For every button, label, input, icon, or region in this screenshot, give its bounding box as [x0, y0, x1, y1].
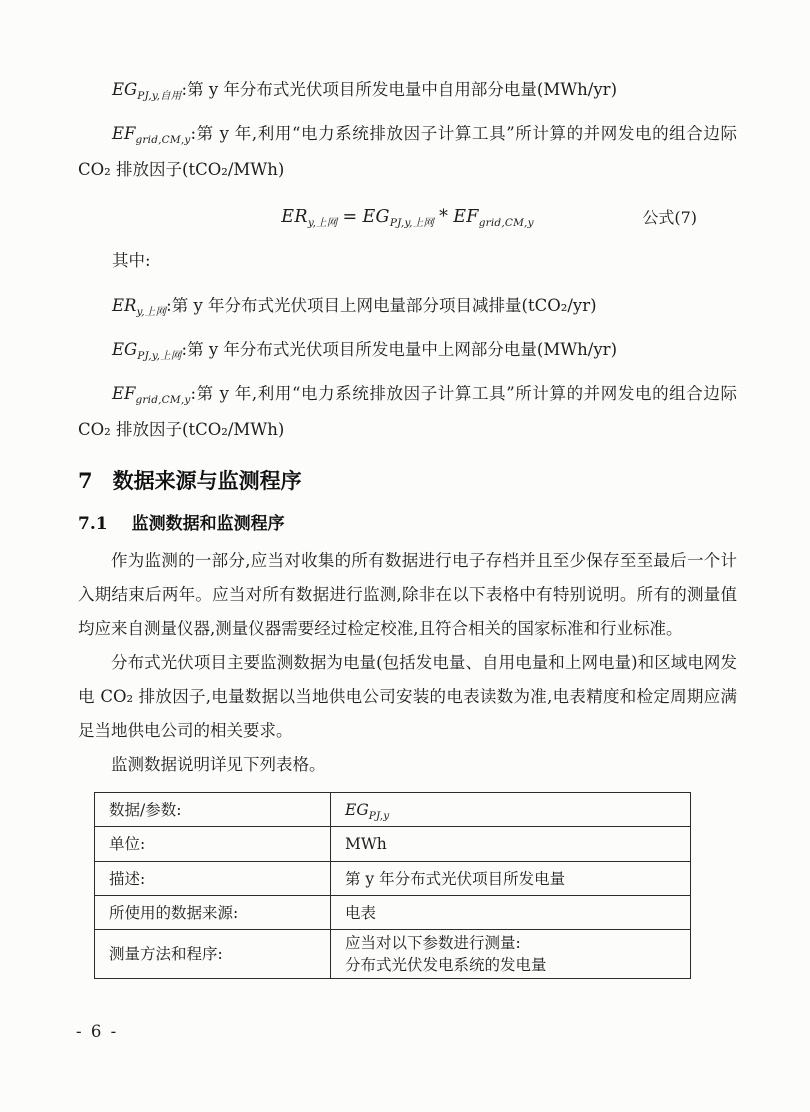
definition-eg-export — [78, 332, 737, 368]
formula-rhs1: EG — [362, 207, 390, 227]
row-value — [331, 793, 691, 827]
row-label: 所使用的数据来源: — [95, 896, 331, 930]
table-row — [95, 896, 691, 930]
formula-number-label: 公式(7) — [642, 208, 697, 227]
definition-ef-grid-top — [78, 116, 737, 188]
variable-eg-subscript: PJ,y,上网 — [137, 350, 182, 362]
variable-ef: EF — [112, 124, 136, 143]
formula-7 — [281, 207, 533, 227]
table-row — [95, 862, 691, 896]
row-value — [331, 930, 691, 979]
section-heading — [78, 464, 737, 498]
row-value: 电表 — [331, 896, 691, 930]
formula-7-row — [78, 196, 737, 238]
paragraph-archiving: 作为监测的一部分,应当对收集的所有数据进行电子存档并且至少保存至至最后一个计入期结束后两年。应当对所有数据进行监测,除非在以下表格中有特别说明。所有的测量值均应来自测量仪器,测量仪器需要经过检定校准,且符合相关的国家标准和行业标准。 — [78, 551, 737, 638]
text-block — [78, 72, 737, 979]
section-number: 7 — [78, 468, 93, 493]
row-label: 描述: — [95, 862, 331, 896]
variable-eg: EG — [112, 340, 138, 359]
definition-text: :第 y 年分布式光伏项目所发电量中自用部分电量(MWh/yr) — [181, 80, 618, 99]
formula-rhs2-subscript: grid,CM,y — [478, 217, 534, 229]
row-value-line: 分布式光伏发电系统的发电量 — [345, 956, 547, 974]
row-label: 测量方法和程序: — [95, 930, 331, 979]
definition-text: :第 y 年分布式光伏项目所发电量中上网部分电量(MWh/yr) — [181, 340, 618, 359]
definition-text: :第 y 年,利用“电力系统排放因子计算工具”所计算的并网发电的组合边际 CO₂ 排放因子(tCO₂/MWh) — [78, 384, 737, 439]
definition-ef-grid-bottom — [78, 376, 737, 448]
variable-eg: EG — [345, 800, 369, 819]
variable-eg-subscript: PJ,y — [368, 809, 390, 822]
definition-eg-self-use — [78, 72, 737, 108]
row-value: 第 y 年分布式光伏项目所发电量 — [331, 862, 691, 896]
monitoring-data-table — [94, 792, 691, 979]
section-title: 数据来源与监测程序 — [112, 469, 302, 493]
equals-sign: = — [342, 207, 358, 227]
variable-eg-subscript: PJ,y,自用 — [137, 90, 182, 102]
variable-er-subscript: y,上网 — [136, 306, 167, 318]
subsection-heading — [78, 510, 737, 538]
table-row — [95, 793, 691, 827]
paragraph-monitoring-data: 分布式光伏项目主要监测数据为电量(包括发电量、自用电量和上网电量)和区域电网发电 CO₂ 排放因子,电量数据以当地供电公司安装的电表读数为准,电表精度和检定周期应满足当地供电公司的相关要求。 — [78, 653, 737, 740]
variable-ef-subscript: grid,CM,y — [135, 134, 191, 146]
variable-er: ER — [112, 296, 137, 315]
formula-lhs: ER — [281, 207, 308, 227]
variable-ef-subscript: grid,CM,y — [135, 394, 191, 406]
definition-er-export — [78, 288, 737, 324]
definition-text: :第 y 年,利用“电力系统排放因子计算工具”所计算的并网发电的组合边际 CO₂ 排放因子(tCO₂/MWh) — [78, 124, 737, 179]
formula-rhs2: EF — [453, 207, 479, 227]
formula-rhs1-subscript: PJ,y,上网 — [389, 217, 435, 229]
table-row — [95, 930, 691, 979]
row-label: 单位: — [95, 827, 331, 862]
variable-eg: EG — [112, 80, 138, 99]
page-number: - 6 - — [76, 1022, 119, 1041]
multiply-sign: * — [439, 207, 449, 227]
table-row — [95, 827, 691, 862]
subsection-title: 监测数据和监测程序 — [131, 514, 285, 534]
variable-ef: EF — [112, 384, 136, 403]
subsection-number: 7.1 — [78, 514, 108, 534]
formula-lhs-subscript: y,上网 — [307, 217, 338, 229]
where-label: 其中: — [112, 251, 151, 270]
definition-text: :第 y 年分布式光伏项目上网电量部分项目减排量(tCO₂/yr) — [166, 296, 597, 315]
row-value-line: 应当对以下参数进行测量: — [345, 934, 521, 952]
paragraph-table-intro: 监测数据说明详见下列表格。 — [111, 755, 326, 774]
row-label: 数据/参数: — [95, 793, 331, 827]
row-value: MWh — [331, 827, 691, 862]
